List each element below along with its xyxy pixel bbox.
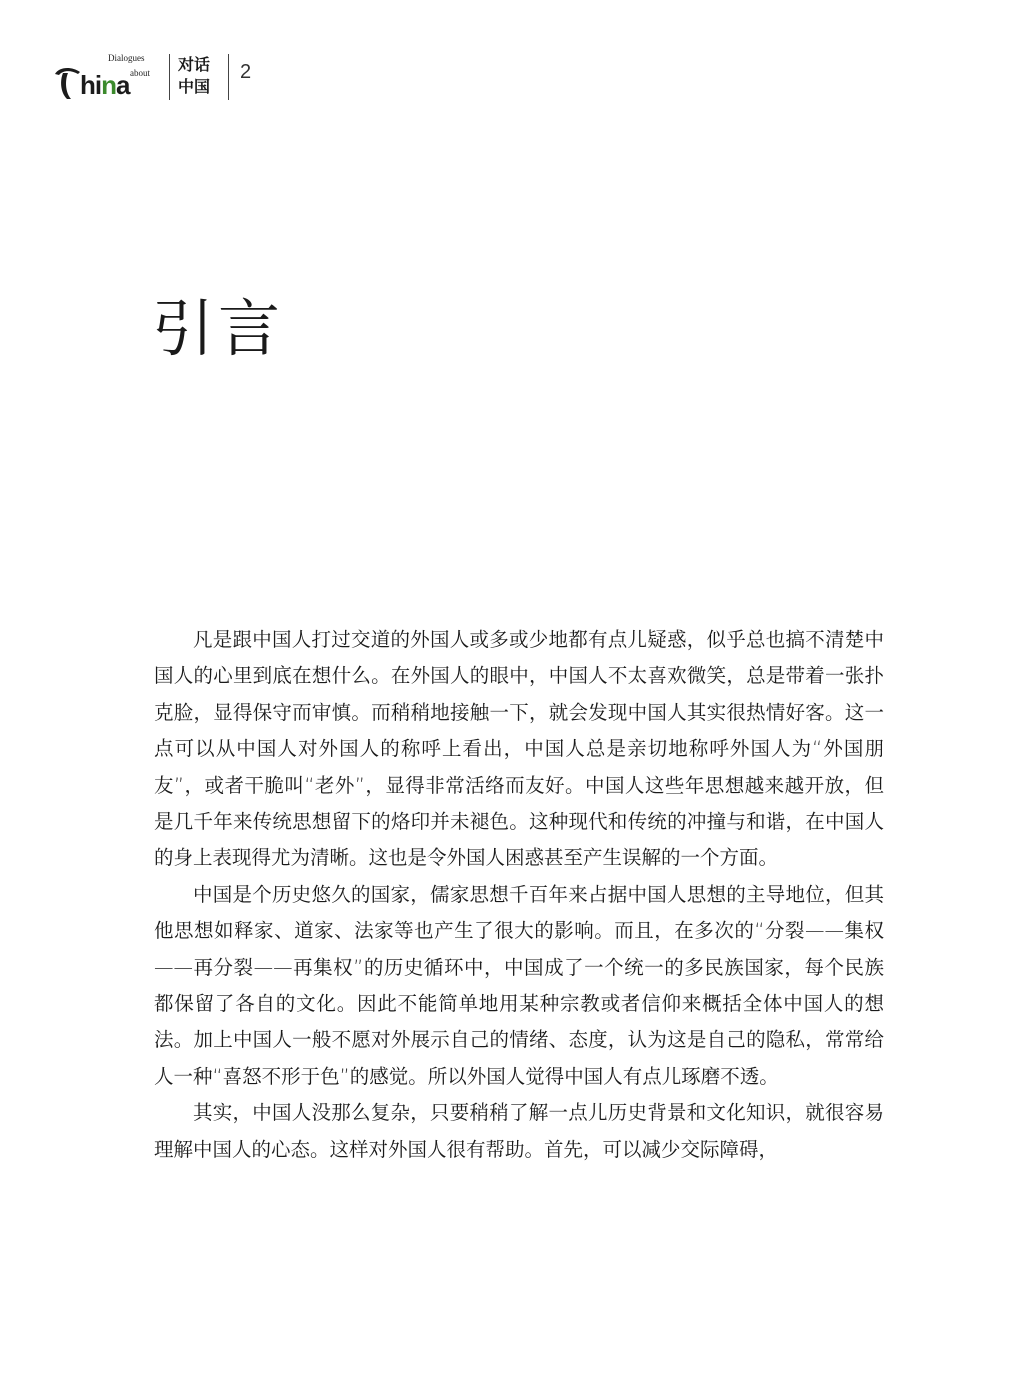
- brand-cn-line1: 对话: [178, 55, 211, 74]
- paragraph: 凡是跟中国人打过交道的外国人或多或少地都有点儿疑惑，似乎总也搞不清楚中国人的心里到底在想什么。在外国人的眼中，中国人不太喜欢微笑，总是带着一张扑克脸，显得保守而审慎。而稍稍地接触一下，就会发现中国人其实很热情好客。这一点可以从中国人对外国人的称呼上看出，中国人总是亲切地称呼外国人为“外国朋友”，或者干脆叫“老外”，显得非常活络而友好。中国人这些年思想越来越开放，但是几千年来传统思想留下的烙印并未褪色。这种现代和传统的冲撞与和谐，在中国人的身上表现得尤为清晰。这也是令外国人困惑甚至产生误解的一个方面。: [154, 628, 884, 870]
- brand-cn-line2: 中国: [178, 77, 211, 96]
- header-divider: [228, 54, 229, 100]
- logo-about-text: about: [130, 68, 150, 78]
- logo-c-swoosh-icon: [53, 66, 81, 100]
- brand-cn-title: [178, 54, 222, 98]
- chapter-title: 引言: [152, 292, 285, 365]
- page-number: 2: [240, 61, 252, 83]
- body-text: [154, 622, 884, 1168]
- header-divider: [169, 54, 170, 100]
- paragraph: 中国是个历史悠久的国家，儒家思想千百年来占据中国人思想的主导地位，但其他思想如释家、道家、法家等也产生了很大的影响。而且，在多次的“分裂——集权——再分裂——再集权”的历史循环中，中国成了一个统一的多民族国家，每个民族都保留了各自的文化。因此不能简单地用某种宗教或者信仰来概括全体中国人的想法。加上中国人一般不愿对外展示自己的情绪、态度，认为这是自己的隐私，常常给人一种“喜怒不形于色”的感觉。所以外国人觉得中国人有点儿琢磨不透。: [154, 882, 884, 1088]
- logo-china-wordmark: [52, 64, 164, 100]
- paragraph: 其实，中国人没那么复杂，只要稍稍了解一点儿历史背景和文化知识，就很容易理解中国人的心态。这样对外国人很有帮助。首先，可以减少交际障碍，: [154, 1101, 884, 1161]
- logo-word-text: hina: [80, 70, 130, 100]
- page-header: [52, 46, 312, 106]
- logo-dialogues-text: Dialogues: [108, 53, 145, 63]
- dialogues-about-china-logo: [52, 46, 164, 106]
